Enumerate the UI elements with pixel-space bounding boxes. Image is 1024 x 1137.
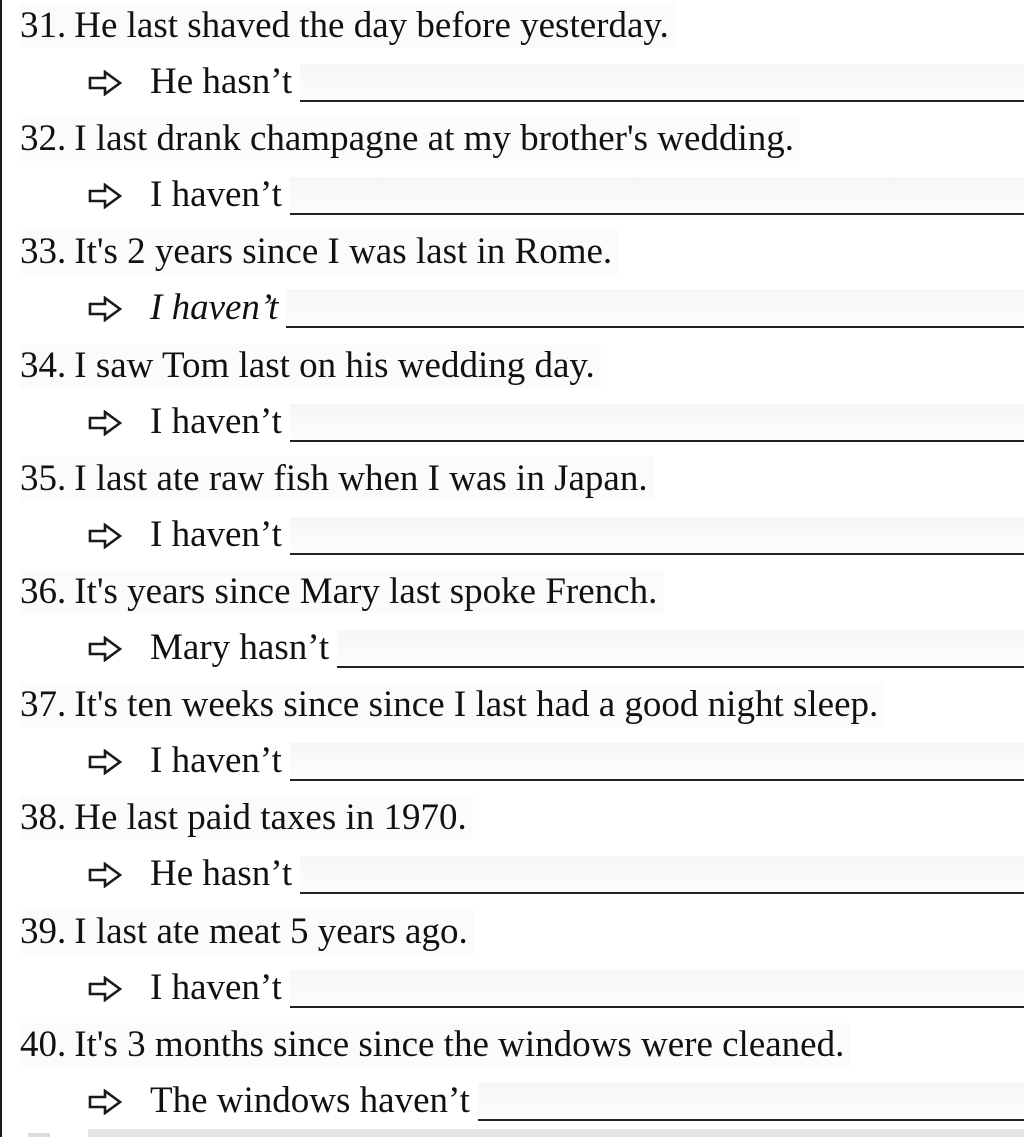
- question-number: 37.: [20, 684, 67, 725]
- question-number: 33.: [20, 231, 67, 272]
- question-sentence: [20, 344, 601, 388]
- answer-prefix: I haven’t: [150, 174, 282, 215]
- question-text: He last paid taxes in 1970.: [74, 797, 467, 838]
- question-sentence: [20, 117, 800, 161]
- question-text: It's ten weeks since since I last had a good night sleep.: [74, 684, 879, 725]
- question-sentence: [20, 910, 474, 954]
- right-arrow-outline-icon: [88, 862, 122, 888]
- question-number: 32.: [20, 118, 67, 159]
- answer-blank[interactable]: [478, 1083, 1024, 1121]
- answer-line: [88, 1077, 1024, 1127]
- right-arrow-outline-icon: [88, 523, 122, 549]
- question-number: 36.: [20, 571, 67, 612]
- question-sentence: [20, 1023, 850, 1067]
- exercise-item-36: [2, 566, 1024, 680]
- question-text: It's years since Mary last spoke French.: [74, 571, 658, 612]
- exercise-item-39: [2, 906, 1024, 1020]
- question-text: I saw Tom last on his wedding day.: [74, 345, 595, 386]
- question-text: I last drank champagne at my brother's wedding.: [74, 118, 794, 159]
- answer-blank[interactable]: [290, 517, 1024, 555]
- answer-prefix: I haven’t: [150, 740, 282, 781]
- answer-line: [88, 624, 1024, 674]
- question-sentence: [20, 570, 663, 614]
- answer-blank[interactable]: [290, 743, 1024, 781]
- answer-prefix: I haven’t: [150, 514, 282, 555]
- answer-line: [88, 737, 1024, 787]
- question-number: 39.: [20, 911, 67, 952]
- answer-blank[interactable]: [290, 970, 1024, 1008]
- right-arrow-outline-icon: [88, 749, 122, 775]
- answer-prefix: I haven’t: [150, 287, 279, 328]
- question-text: I last ate raw fish when I was in Japan.: [74, 458, 648, 499]
- answer-line: [88, 171, 1024, 221]
- exercise-item-35: [2, 453, 1024, 567]
- answer-prefix: I haven’t: [150, 967, 282, 1008]
- question-sentence: [20, 230, 618, 274]
- right-arrow-outline-icon: [88, 976, 122, 1002]
- exercise-item-33: [2, 226, 1024, 340]
- answer-prefix: He hasn’t: [150, 61, 293, 102]
- question-number: 38.: [20, 797, 67, 838]
- question-sentence: [20, 683, 884, 727]
- exercise-item-34: [2, 340, 1024, 454]
- exercise-item-32: [2, 113, 1024, 227]
- question-number: 31.: [20, 5, 67, 46]
- answer-line: [88, 964, 1024, 1014]
- answer-line: [88, 850, 1024, 900]
- right-arrow-outline-icon: [88, 1089, 122, 1115]
- right-arrow-outline-icon: [88, 183, 122, 209]
- question-number: 34.: [20, 345, 67, 386]
- answer-blank[interactable]: [337, 630, 1024, 668]
- exercise-item-31: [2, 0, 1024, 114]
- exercise-item-40: [2, 1019, 1024, 1133]
- answer-line: [88, 284, 1024, 334]
- answer-blank[interactable]: [300, 64, 1024, 102]
- answer-prefix: He hasn’t: [150, 853, 293, 894]
- answer-line: [88, 58, 1024, 108]
- cropped-next-line-edge: [88, 1129, 1024, 1137]
- answer-blank[interactable]: [286, 290, 1024, 328]
- answer-prefix: Mary hasn’t: [150, 627, 330, 668]
- question-text: It's 3 months since since the windows were cleaned.: [74, 1024, 845, 1065]
- right-arrow-outline-icon: [88, 636, 122, 662]
- answer-blank[interactable]: [300, 856, 1024, 894]
- answer-prefix: I haven’t: [150, 401, 282, 442]
- answer-prefix: The windows haven’t: [150, 1080, 470, 1121]
- answer-blank[interactable]: [290, 404, 1024, 442]
- answer-line: [88, 398, 1024, 448]
- question-text: It's 2 years since I was last in Rome.: [74, 231, 613, 272]
- cropped-next-item-edge: [28, 1133, 50, 1137]
- right-arrow-outline-icon: [88, 70, 122, 96]
- right-arrow-outline-icon: [88, 296, 122, 322]
- question-number: 40.: [20, 1024, 67, 1065]
- question-sentence: [20, 796, 473, 840]
- question-sentence: [20, 4, 675, 48]
- answer-line: [88, 511, 1024, 561]
- question-text: I last ate meat 5 years ago.: [74, 911, 468, 952]
- right-arrow-outline-icon: [88, 410, 122, 436]
- question-text: He last shaved the day before yesterday.: [74, 5, 669, 46]
- exercise-item-38: [2, 792, 1024, 906]
- question-number: 35.: [20, 458, 67, 499]
- answer-blank[interactable]: [290, 177, 1024, 215]
- exercise-item-37: [2, 679, 1024, 793]
- question-sentence: [20, 457, 654, 501]
